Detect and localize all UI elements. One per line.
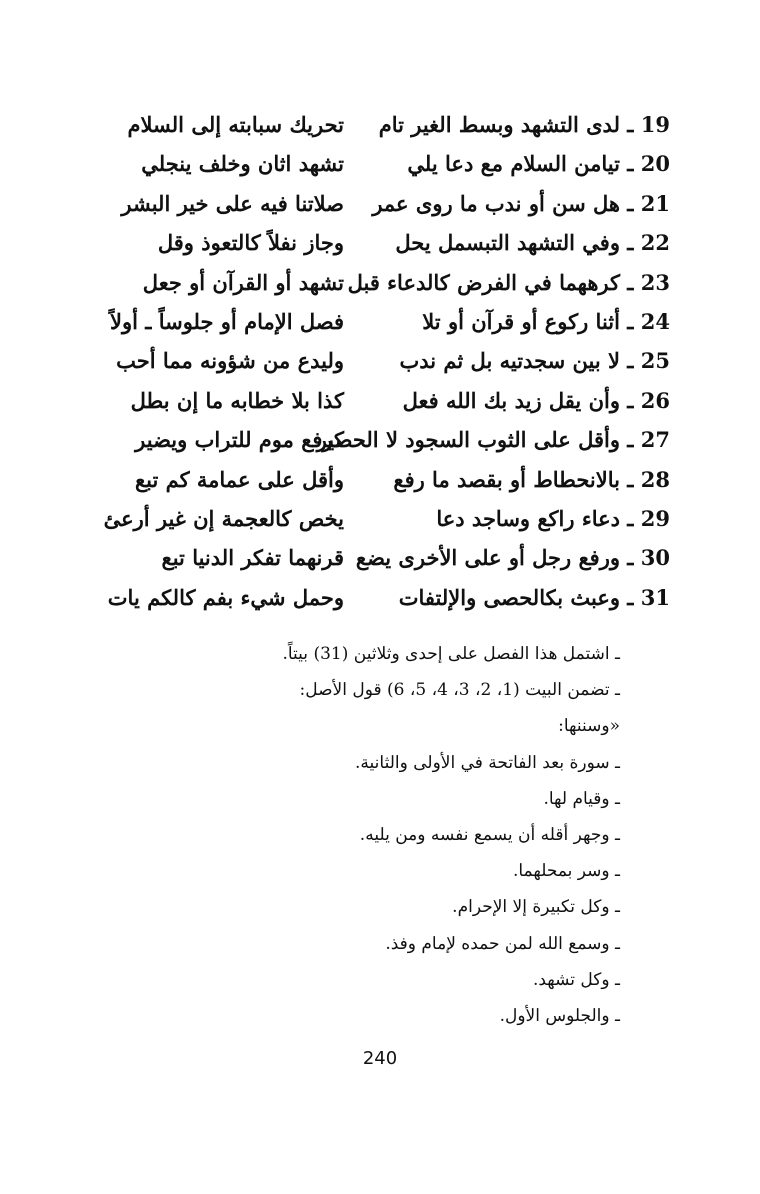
- verse-second-hemistich: وليدع من شؤونه مما أحب: [116, 348, 344, 374]
- verse-first-hemistich: 20 ـ تيامن السلام مع دعا يلي: [407, 151, 670, 177]
- verse-second-hemistich: تشهد أو القرآن أو جعل: [142, 269, 344, 295]
- note-line: ـ وسمع الله لمن حمده لإمام وفذ.: [385, 933, 620, 954]
- verse-line: [62, 427, 670, 466]
- verse-first-hemistich: 27 ـ وأقل على الثوب السجود لا الحصير: [316, 427, 670, 453]
- verse-first-hemistich: 31 ـ وعبث بكالحصى والإلتفات: [398, 584, 670, 610]
- note-line: ـ وكل تشهد.: [532, 969, 620, 990]
- note-line: ـ اشتمل هذا الفصل على إحدى وثلاثين (31) بيتاً.: [282, 644, 620, 664]
- verse-line: [62, 191, 670, 230]
- verse-line: [62, 585, 670, 624]
- verse-line: [62, 230, 670, 269]
- notes-list: [150, 636, 620, 1034]
- verse-second-hemistich: وحمل شيء بفم كالكم يات: [107, 584, 344, 610]
- verse-first-hemistich: 21 ـ هل سن أو ندب ما روى عمر: [372, 190, 670, 216]
- verse-second-hemistich: فصل الإمام أو جلوساً ـ أولاً: [109, 308, 344, 334]
- verse-line: [62, 112, 670, 151]
- verse-first-hemistich: 29 ـ دعاء راكع وساجد دعا: [436, 505, 670, 531]
- verse-line: [62, 506, 670, 545]
- verse-second-hemistich: يخص كالعجمة إن غير أرعئ: [103, 505, 344, 531]
- note-line: ـ وكل تكبيرة إلا الإحرام.: [452, 897, 620, 918]
- verse-second-hemistich: تشهد اثان وخلف ينجلي: [141, 151, 344, 177]
- verse-second-hemistich: صلاتنا فيه على خير البشر: [121, 190, 344, 216]
- verse-second-hemistich: تحريك سبابته إلى السلام: [127, 112, 344, 137]
- verse-first-hemistich: 19 ـ لدى التشهد وبسط الغير تام: [378, 112, 670, 137]
- verse-first-hemistich: 26 ـ وأن يقل زيد بك الله فعل: [402, 387, 670, 413]
- note-line: «وسننها:: [558, 716, 620, 737]
- verse-first-hemistich: 23 ـ كرههما في الفرض كالدعاء قبل: [347, 269, 670, 295]
- note-line: ـ تضمن البيت (1، 2، 3، 4، 5، 6) قول الأصل:: [299, 680, 620, 701]
- verse-second-hemistich: كرفع موم للتراب ويضير: [135, 427, 344, 453]
- verse-first-hemistich: 28 ـ بالانحطاط أو بقصد ما رفع: [393, 466, 670, 492]
- verse-line: [62, 348, 670, 387]
- verse-first-hemistich: 30 ـ ورفع رجل أو على الأخرى يضع: [355, 545, 670, 571]
- verse-second-hemistich: وجاز نفلاً كالتعوذ وقل: [157, 230, 344, 256]
- verse-line: [62, 309, 670, 348]
- verse-line: [62, 467, 670, 506]
- verse-line: [62, 151, 670, 190]
- verse-second-hemistich: كذا بلا خطابه ما إن بطل: [130, 387, 344, 413]
- note-line: ـ سورة بعد الفاتحة في الأولى والثانية.: [355, 752, 620, 773]
- note-line: ـ وجهر أقله أن يسمع نفسه ومن يليه.: [359, 824, 620, 845]
- verse-first-hemistich: 22 ـ وفي التشهد التبسمل يحل: [395, 230, 670, 256]
- verse-line: [62, 388, 670, 427]
- note-line: ـ وسر بمحلهما.: [512, 861, 620, 882]
- verse-line: [62, 545, 670, 584]
- verse-line: [62, 270, 670, 309]
- verse-list: [62, 112, 670, 624]
- verse-first-hemistich: 24 ـ أثنا ركوع أو قرآن أو تلا: [422, 308, 670, 334]
- verse-second-hemistich: قرنهما تفكر الدنيا تبع: [161, 545, 344, 571]
- page-number: 240: [362, 1048, 398, 1069]
- note-line: ـ والجلوس الأول.: [499, 1005, 620, 1026]
- note-line: ـ وقيام لها.: [543, 788, 620, 809]
- verse-first-hemistich: 25 ـ لا بين سجدتيه بل ثم ندب: [399, 348, 670, 374]
- verse-second-hemistich: وأقل على عمامة كم تبع: [134, 466, 344, 492]
